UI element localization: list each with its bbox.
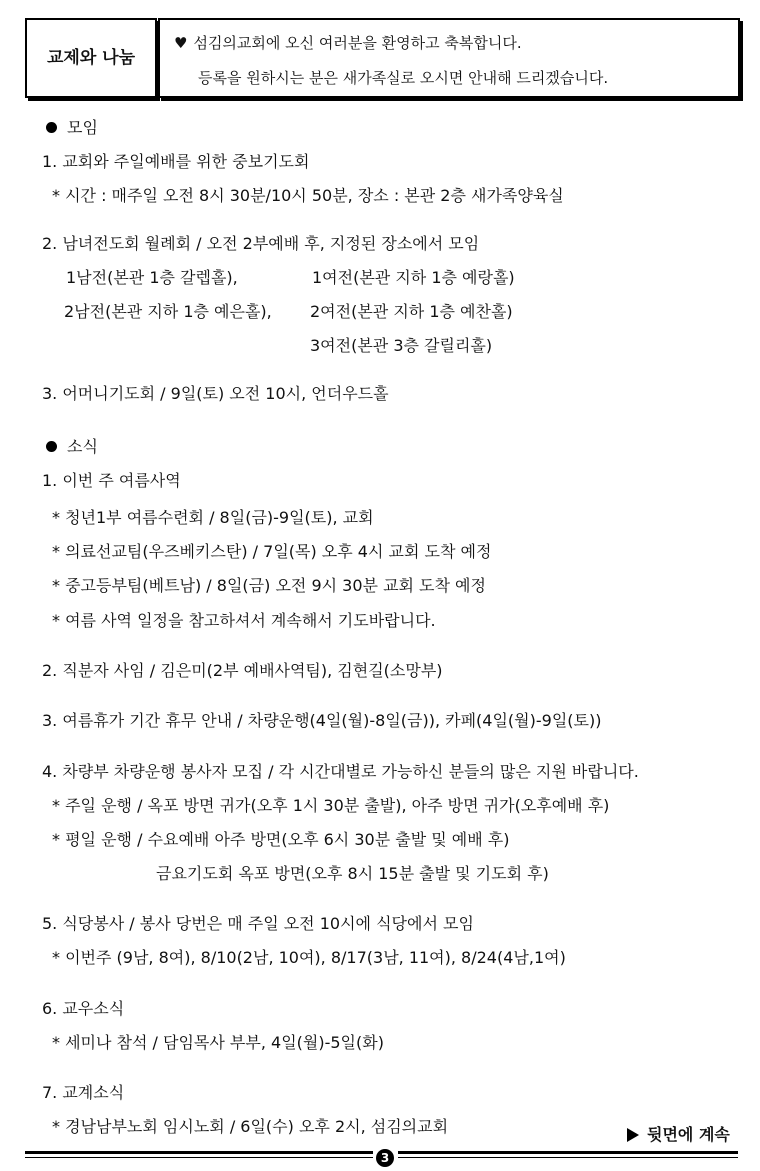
play-arrow-icon — [627, 1128, 639, 1142]
footer-rule-right — [398, 1151, 738, 1154]
news-item-6-a: * 세미나 참석 / 담임목사 부부, 4일(월)-5일(화) — [52, 1033, 384, 1052]
news-item-1-d: * 여름 사역 일정을 참고하셔서 계속해서 기도바랍니다. — [52, 611, 436, 630]
news-heading: 소식 — [46, 434, 98, 457]
news-item-1-b: * 의료선교팀(우즈베키스탄) / 7일(목) 오후 4시 교회 도착 예정 — [52, 542, 492, 561]
heart-icon: ♥ — [174, 34, 188, 52]
welcome-line-1: ♥ 섬김의교회에 오신 여러분을 환영하고 축복합니다. — [174, 34, 522, 52]
news-item-3: 3. 여름휴가 기간 휴무 안내 / 차량운행(4일(월)-8일(금)), 카페(4일(월)-9일(토)) — [42, 711, 602, 730]
footer-rule-left — [25, 1151, 373, 1154]
news-item-1-c: * 중고등부팀(베트남) / 8일(금) 오전 9시 30분 교회 도착 예정 — [52, 576, 486, 595]
news-item-4: 4. 차량부 차량운행 봉사자 모집 / 각 시간대별로 가능하신 분들의 많은 지원 바랍니다. — [42, 762, 639, 781]
gathering-item-1-detail: * 시간 : 매주일 오전 8시 30분/10시 50분, 장소 : 본관 2층 새가족양육실 — [52, 186, 564, 205]
news-item-7-a: * 경남남부노회 임시노회 / 6일(수) 오후 2시, 섬김의교회 — [52, 1117, 449, 1136]
news-item-1-a: * 청년1부 여름수련회 / 8일(금)-9일(토), 교회 — [52, 508, 374, 527]
bullet-icon — [46, 441, 57, 452]
womens-group-1: 1여전(본관 지하 1층 예랑홀) — [312, 268, 515, 287]
news-item-6: 6. 교우소식 — [42, 999, 125, 1018]
bullet-icon — [46, 122, 57, 133]
section-title: 교제와 나눔 — [46, 48, 136, 68]
mens-group-2: 2남전(본관 지하 1층 예은홀), — [64, 302, 272, 321]
womens-group-2: 2여전(본관 지하 1층 예찬홀) — [310, 302, 513, 321]
page-number: 3 — [376, 1149, 394, 1167]
footer-rule-left-thin — [25, 1157, 373, 1158]
welcome-line-2: 등록을 원하시는 분은 새가족실로 오시면 안내해 드리겠습니다. — [198, 69, 609, 87]
gathering-heading: 모임 — [46, 115, 98, 138]
gathering-item-2: 2. 남녀전도회 월례회 / 오전 2부예배 후, 지정된 장소에서 모임 — [42, 234, 480, 253]
news-item-1: 1. 이번 주 여름사역 — [42, 471, 181, 490]
footer-rule-right-thin — [398, 1157, 738, 1158]
mens-group-1: 1남전(본관 1층 갈렙홀), — [66, 268, 238, 287]
womens-group-3: 3여전(본관 3층 갈릴리홀) — [310, 336, 493, 355]
news-item-7: 7. 교계소식 — [42, 1083, 125, 1102]
news-item-4-a: * 주일 운행 / 옥포 방면 귀가(오후 1시 30분 출발), 아주 방면 귀가(오후예배 후) — [52, 796, 610, 815]
news-item-2: 2. 직분자 사임 / 김은미(2부 예배사역팀), 김현길(소망부) — [42, 661, 443, 680]
news-item-5: 5. 식당봉사 / 봉사 당번은 매 주일 오전 10시에 식당에서 모임 — [42, 914, 474, 933]
news-item-4-b: * 평일 운행 / 수요예배 아주 방면(오후 6시 30분 출발 및 예배 후) — [52, 830, 510, 849]
news-item-5-a: * 이번주 (9남, 8여), 8/10(2남, 10여), 8/17(3남, 11여), 8/24(4남,1여) — [52, 948, 566, 967]
section-title-box — [25, 18, 157, 98]
gathering-item-3: 3. 어머니기도회 / 9일(토) 오전 10시, 언더우드홀 — [42, 384, 389, 403]
continue-note: 뒷면에 계속 — [627, 1122, 730, 1145]
gathering-item-1: 1. 교회와 주일예배를 위한 중보기도회 — [42, 152, 310, 171]
news-item-4-c: 금요기도회 옥포 방면(오후 8시 15분 출발 및 기도회 후) — [156, 864, 549, 883]
welcome-box — [158, 18, 740, 98]
